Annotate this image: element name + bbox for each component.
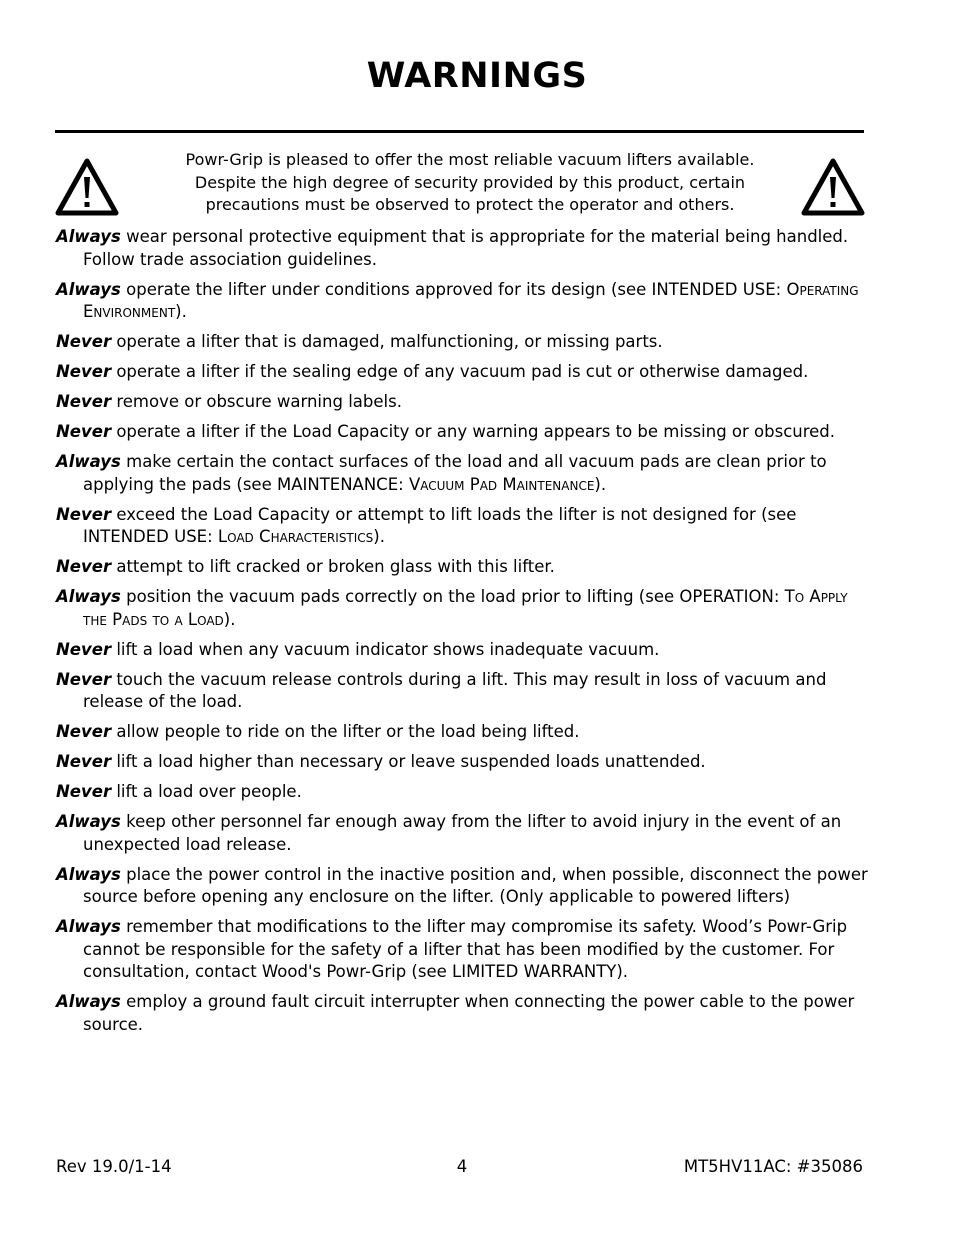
warning-item: [56, 639, 868, 662]
warning-keyword: Never: [56, 392, 112, 411]
warning-keyword: Never: [56, 504, 112, 524]
warning-keyword: Never: [56, 752, 112, 771]
warning-item: [56, 669, 868, 714]
warning-item: [56, 811, 868, 856]
warning-text: operate a lifter if the sealing edge of any vacuum pad is cut or otherwise damaged.: [111, 362, 809, 381]
section-reference: Vacuum Pad Maintenance: [408, 474, 595, 494]
warning-item: [56, 781, 868, 804]
warning-text: lift a load when any vacuum indicator shows inadequate vacuum.: [111, 639, 660, 659]
warning-item: [56, 226, 868, 271]
warning-text: place the power control in the inactive position and, when possible, disconnect the power source before opening any enclosure on the lifter. (Only applicable to powered lifters): [83, 864, 868, 906]
warning-item: [56, 331, 868, 354]
warning-text: lift a load higher than necessary or leave suspended loads unattended.: [111, 752, 706, 771]
section-reference: To Apply the Pads to a Load: [83, 587, 848, 629]
title-divider: [55, 130, 864, 133]
warning-keyword: Never: [56, 362, 112, 381]
warning-keyword: Never: [56, 782, 112, 801]
warning-item: [56, 361, 868, 384]
warning-text: wear personal protective equipment that is appropriate for the material being handled. Follow trade association guidelines.: [83, 227, 849, 269]
warning-keyword: Always: [56, 587, 121, 606]
warning-keyword: Never: [56, 669, 112, 689]
warning-item: [56, 279, 868, 324]
warning-keyword: Never: [56, 422, 112, 441]
warning-keyword: Always: [56, 227, 121, 246]
warning-item: [56, 391, 868, 414]
section-reference: Load Characteristics: [217, 527, 374, 546]
warning-item: [56, 504, 868, 549]
page-title: WARNINGS: [366, 56, 588, 96]
footer-revision: Rev 19.0/1-14: [56, 1157, 172, 1176]
warning-text: operate the lifter under conditions approved for its design (see INTENDED USE:: [120, 279, 787, 299]
warning-triangle-icon: [801, 157, 865, 217]
intro-line: Despite the high degree of security provided by this product, certain: [194, 172, 746, 192]
warning-list: [56, 226, 868, 1044]
warning-item: [56, 451, 868, 496]
warning-item: [56, 864, 868, 909]
intro-line: precautions must be observed to protect the operator and others.: [205, 195, 735, 214]
warning-item: [56, 721, 868, 744]
warning-keyword: Never: [56, 639, 112, 659]
footer-page-number: 4: [456, 1157, 468, 1176]
warning-text: employ a ground fault circuit interrupter when connecting the power cable to the power source.: [83, 992, 855, 1034]
warning-keyword: Always: [56, 452, 121, 471]
warning-text: ).: [175, 302, 187, 321]
warning-item: [56, 916, 868, 984]
warning-keyword: Always: [56, 864, 121, 884]
warning-triangle-icon: [55, 157, 119, 217]
intro-text: [140, 149, 800, 217]
warning-text: keep other personnel far enough away from the lifter to avoid injury in the event of an unexpected load release.: [83, 812, 842, 854]
warning-text: touch the vacuum release controls during a lift. This may result in loss of vacuum and release of the load.: [83, 669, 827, 711]
section-reference: Operating Environment: [83, 279, 859, 321]
warning-keyword: Never: [56, 722, 112, 741]
warning-text: remove or obscure warning labels.: [111, 392, 402, 411]
footer-doc-id: MT5HV11AC: #35086: [683, 1157, 863, 1176]
warning-text: make certain the contact surfaces of the load and all vacuum pads are clean prior to applying the pads (see MAINTENANCE:: [83, 452, 827, 494]
intro-line: Powr-Grip is pleased to offer the most reliable vacuum lifters available.: [185, 150, 755, 169]
warning-keyword: Never: [56, 332, 112, 351]
warning-text: lift a load over people.: [111, 782, 302, 801]
warning-item: [56, 586, 868, 631]
warning-text: exceed the Load Capacity or attempt to lift loads the lifter is not designed for (see INTENDED USE:: [83, 504, 797, 546]
warning-keyword: Always: [56, 917, 121, 936]
warning-text: ).: [373, 527, 385, 546]
warning-item: [56, 751, 868, 774]
warning-keyword: Always: [56, 992, 121, 1011]
warning-text: ).: [594, 474, 607, 494]
warning-text: ).: [223, 609, 236, 629]
warning-item: [56, 556, 868, 579]
warning-text: remember that modifications to the lifter may compromise its safety. Wood’s Powr-Grip cannot be responsible for the safety of a lifter that has been modified by the customer. For consultation, contact Wood's Powr-Grip (see LIMITED WARRANTY).: [83, 917, 848, 981]
warning-text: allow people to ride on the lifter or the load being lifted.: [111, 722, 580, 741]
warning-text: position the vacuum pads correctly on the load prior to lifting (see OPERATION:: [120, 587, 785, 606]
warning-text: attempt to lift cracked or broken glass with this lifter.: [111, 557, 555, 576]
warning-text: operate a lifter if the Load Capacity or any warning appears to be missing or obscured.: [111, 422, 836, 441]
warning-text: operate a lifter that is damaged, malfunctioning, or missing parts.: [111, 332, 663, 351]
warning-item: [56, 991, 868, 1036]
warning-keyword: Always: [56, 279, 121, 299]
warning-item: [56, 421, 868, 444]
warning-keyword: Never: [56, 557, 112, 576]
warning-keyword: Always: [56, 812, 121, 831]
